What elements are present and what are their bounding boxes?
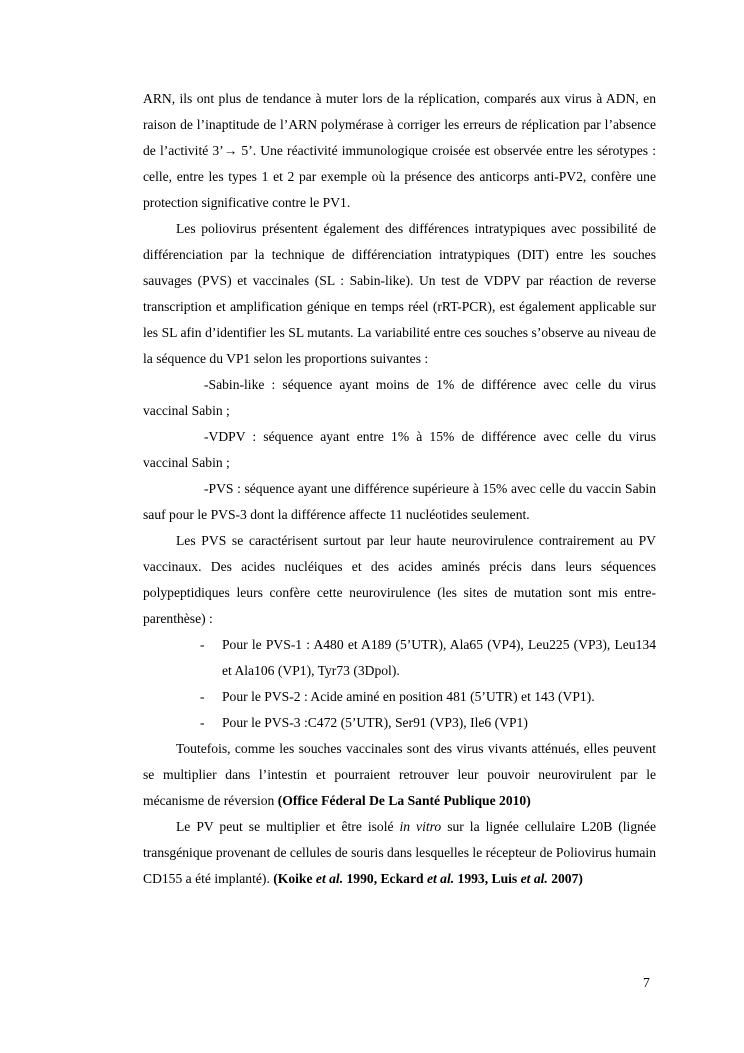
citation-part: 1993, Luis <box>454 871 521 886</box>
list-dash: - <box>200 715 205 730</box>
paragraph-neurovirulence: Les PVS se caractérisent surtout par leur haute neurovirulence contrairement au PV vaccinaux. Des acides nucléiques et des acides aminés précis dans leurs séquences polypeptidiques leurs confère cette neurovirulence (les sites de mutation sont mis entre-parenthèse) : <box>143 533 656 626</box>
paragraph-intratypic-differences: Les poliovirus présentent également des différences intratypiques avec possibilité de différenciation par la technique de différenciation intratypiques (DIT) entre les souches sauvages (PVS) et vaccinales (SL : Sabin-like). Un test de VDPV par réaction de reverse transcription et amplification génique en temps réel (rRT-PCR), est également applicable sur les SL afin d’identifier les SL mutants. La variabilité entre ces souches s’observe au niveau de la séquence du VP1 selon les proportions suivantes : <box>143 221 656 366</box>
citation-etal: et al. <box>315 871 344 886</box>
paragraph-rna-mutation: ARN, ils ont plus de tendance à muter lors de la réplication, comparés aux virus à ADN, en raison de l’inaptitude de l’ARN polymérase à corriger les erreurs de réplication par l’absence de l’activité 3’→ 5’. Une réactivité immunologique croisée est observée entre les sérotypes : celle, entre les types 1 et 2 par exemple où la présence des anticorps anti-PV2, confère une protection significative contre le PV1. <box>143 91 656 210</box>
list-item-text: Pour le PVS-3 :C472 (5’UTR), Ser91 (VP3), Ile6 (VP1) <box>222 715 528 730</box>
page-number: 7 <box>643 975 650 990</box>
citation-ofsp: (Office Féderal De La Santé Publique 2010) <box>277 793 531 808</box>
list-item <box>143 684 656 710</box>
list-dash: - <box>200 689 205 704</box>
list-item <box>143 710 656 736</box>
paragraph-reversion-text: Toutefois, comme les souches vaccinales sont des virus vivants atténués, elles peuvent se multiplier dans l’intestin et pourraient retrouver leur pouvoir neurovirulent par le mécanisme de réversion <box>143 741 656 808</box>
paragraph-reversion <box>143 736 656 814</box>
list-item-text: Pour le PVS-2 : Acide aminé en position 481 (5’UTR) et 143 (VP1). <box>222 689 595 704</box>
citation-etal: et al. <box>520 871 548 886</box>
document-body <box>143 86 656 892</box>
paragraph-l20b-text-a: Le PV peut se multiplier et être isolé <box>176 819 400 834</box>
in-vitro-term: in vitro <box>399 819 442 834</box>
paragraph-pvs: -PVS : séquence ayant une différence supérieure à 15% avec celle du vaccin Sabin sauf pour le PVS-3 dont la différence affecte 11 nucléotides seulement. <box>143 481 656 522</box>
paragraph-l20b-isolation <box>143 814 656 892</box>
mutation-site-list <box>143 632 656 736</box>
paragraph-vdpv: -VDPV : séquence ayant entre 1% à 15% de différence avec celle du virus vaccinal Sabin ; <box>143 429 656 470</box>
paragraph-l20b-text-b: sur la lignée cellulaire L20B (lignée transgénique provenant de cellules de souris dans lesquelles le récepteur de Poliovirus humain CD155 a été implanté). <box>143 819 656 886</box>
list-dash: - <box>200 637 205 652</box>
citation-part: (Koike <box>273 871 316 886</box>
list-item <box>143 632 656 684</box>
citation-part: 1990, Eckard <box>343 871 427 886</box>
citation-etal: et al. <box>426 871 455 886</box>
citation-part: 2007) <box>547 871 583 886</box>
paragraph-sabin-like: -Sabin-like : séquence ayant moins de 1% de différence avec celle du virus vaccinal Sabin ; <box>143 377 656 418</box>
list-item-text: Pour le PVS-1 : A480 et A189 (5’UTR), Ala65 (VP4), Leu225 (VP3), Leu134 et Ala106 (VP1), Tyr73 (3Dpol). <box>222 637 656 678</box>
citation-koike-eckard-luis <box>273 871 583 886</box>
